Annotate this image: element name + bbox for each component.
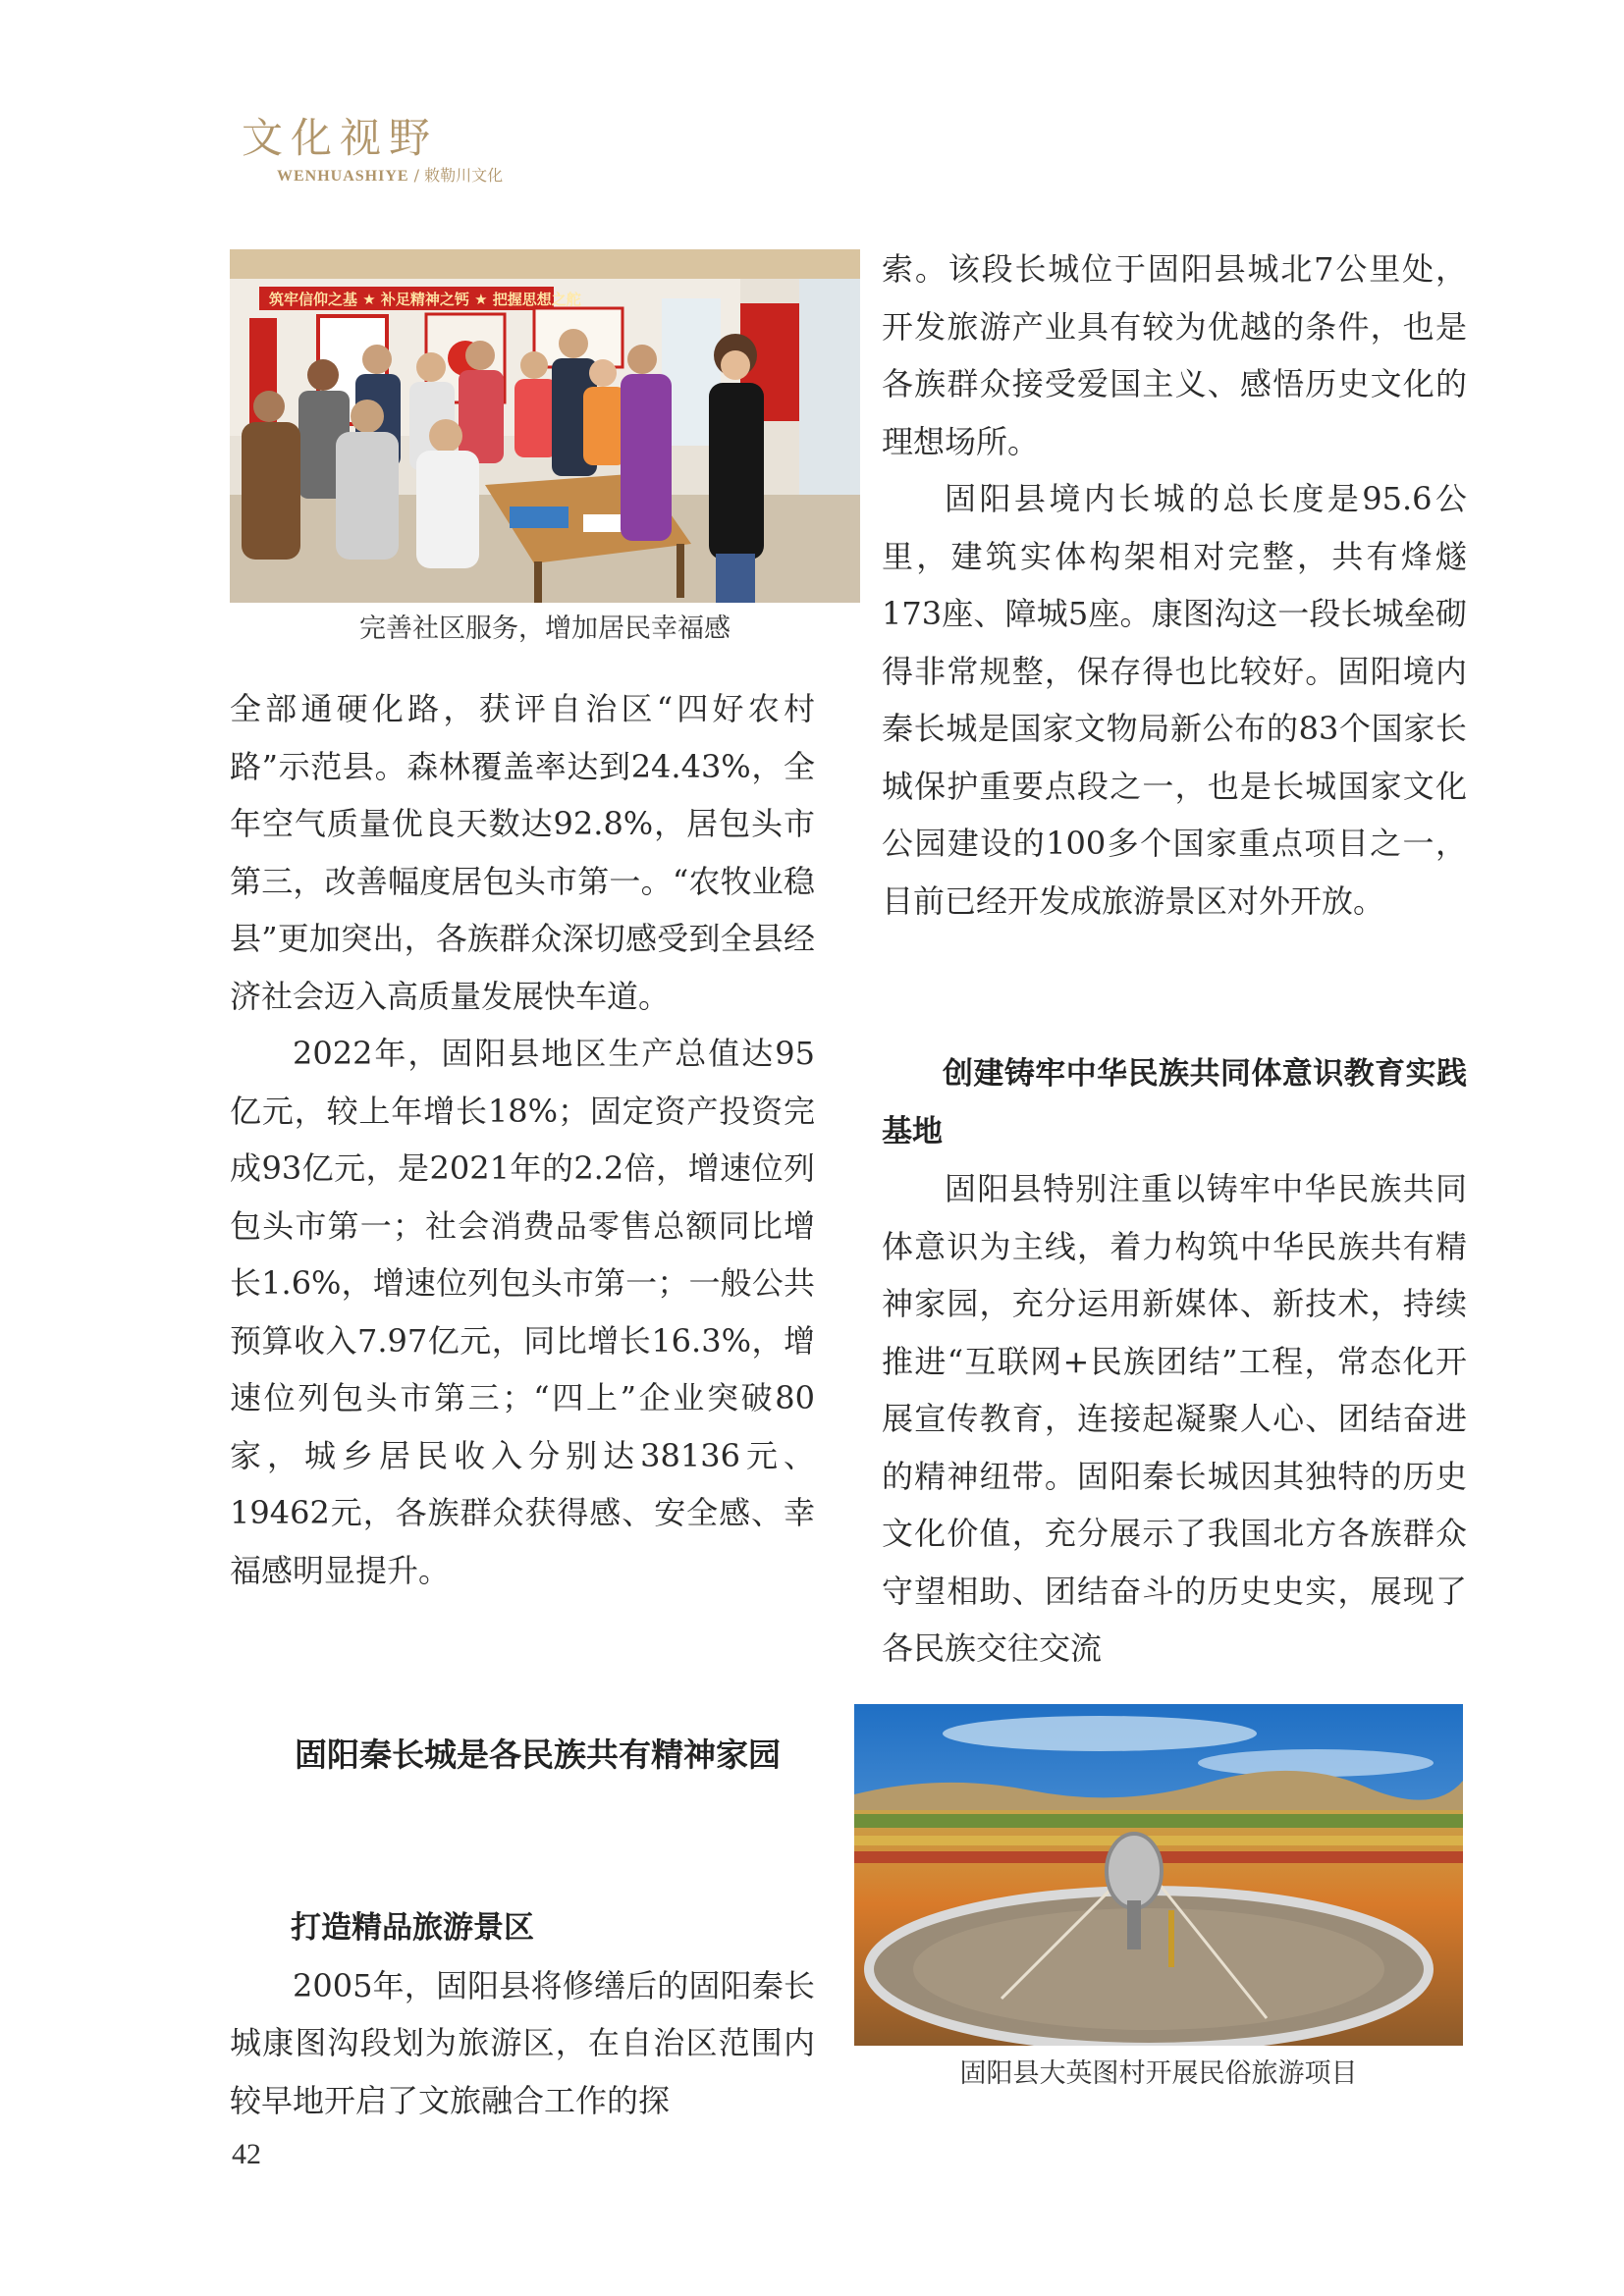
- right-column: [882, 240, 1467, 930]
- village-tourism-photo: [854, 1704, 1463, 2046]
- left-column: [230, 680, 815, 1599]
- left-paragraph-2: 2022年，固阳县地区生产总值达95亿元，较上年增长18%；固定资产投资完成93亿元，是2021年的2.2倍，增速位列包头市第一；社会消费品零售总额同比增长1.6%，增速位列包头市第一；一般公共预算收入7.97亿元，同比增长16.3%，增速位列包头市第三；“四上”企业突破80家，城乡居民收入分别达38136元、19462元，各族群众获得感、安全感、幸福感明显提升。: [230, 1035, 815, 1589]
- right-paragraph-1: 索。该段长城位于固阳县城北7公里处，开发旅游产业具有较为优越的条件，也是各族群众接受爱国主义、感悟历史文化的理想场所。: [882, 250, 1467, 460]
- section-heading-great-wall: 固阳秦长城是各民族共有精神家园: [295, 1735, 781, 1774]
- right-paragraph-3: 固阳县特别注重以铸牢中华民族共同体意识为主线，着力构筑中华民族共有精神家园，充分运用新媒体、新技术，持续推进“互联网+民族团结”工程，常态化开展宣传教育，连接起凝聚人心、团结奋进的精神纽带。固阳秦长城因其独特的历史文化价值，充分展示了我国北方各族群众守望相助、团结奋斗的历史史实，展现了各民族交往交流: [882, 1170, 1467, 1667]
- section-divider: /: [413, 166, 425, 185]
- community-service-illustration: [230, 249, 860, 603]
- community-photo-caption: 完善社区服务，增加居民幸福感: [359, 614, 731, 644]
- wall-banner-text: 筑牢信仰之基 ★ 补足精神之钙 ★ 把握思想之舵: [269, 291, 581, 308]
- left-paragraph-3: 2005年，固阳县将修缮后的固阳秦长城康图沟段划为旅游区，在自治区范围内较早地开启了文旅融合工作的探: [230, 1966, 815, 2119]
- section-column-name: 敕勒川文化: [424, 166, 504, 185]
- page-number: 42: [232, 2138, 261, 2170]
- left-paragraph-1: 全部通硬化路，获评自治区“四好农村路”示范县。森林覆盖率达到24.43%，全年空气质量优良天数达92.8%，居包头市第三，改善幅度居包头市第一。“农牧业稳县”更加突出，各族群众深切感受到全县经济社会迈入高质量发展快车道。: [230, 690, 815, 1015]
- subheading-tourism: 打造精品旅游景区: [291, 1910, 534, 1946]
- left-column-bottom: [230, 1899, 815, 2129]
- section-title: 文化视野: [242, 114, 439, 162]
- section-pinyin: WENHUASHIYE: [277, 168, 409, 185]
- village-photo-caption: 固阳县大英图村开展民俗旅游项目: [959, 2058, 1358, 2089]
- subheading-education-base: 创建铸牢中华民族共同体意识教育实践基地: [882, 1056, 1467, 1149]
- right-column-lower: [882, 1045, 1467, 1678]
- left-column-lower: [230, 1727, 815, 1785]
- village-landscape-illustration: [854, 1704, 1463, 2046]
- section-subtitle: [277, 163, 503, 186]
- community-service-photo: [230, 249, 860, 603]
- right-paragraph-2: 固阳县境内长城的总长度是95.6公里，建筑实体构架相对完整，共有烽燧173座、障城5座。康图沟这一段长城垒砌得非常规整，保存得也比较好。固阳境内秦长城是国家文物局新公布的83个国家长城保护重要点段之一，也是长城国家文化公园建设的100多个国家重点项目之一，目前已经开发成旅游景区对外开放。: [882, 480, 1467, 920]
